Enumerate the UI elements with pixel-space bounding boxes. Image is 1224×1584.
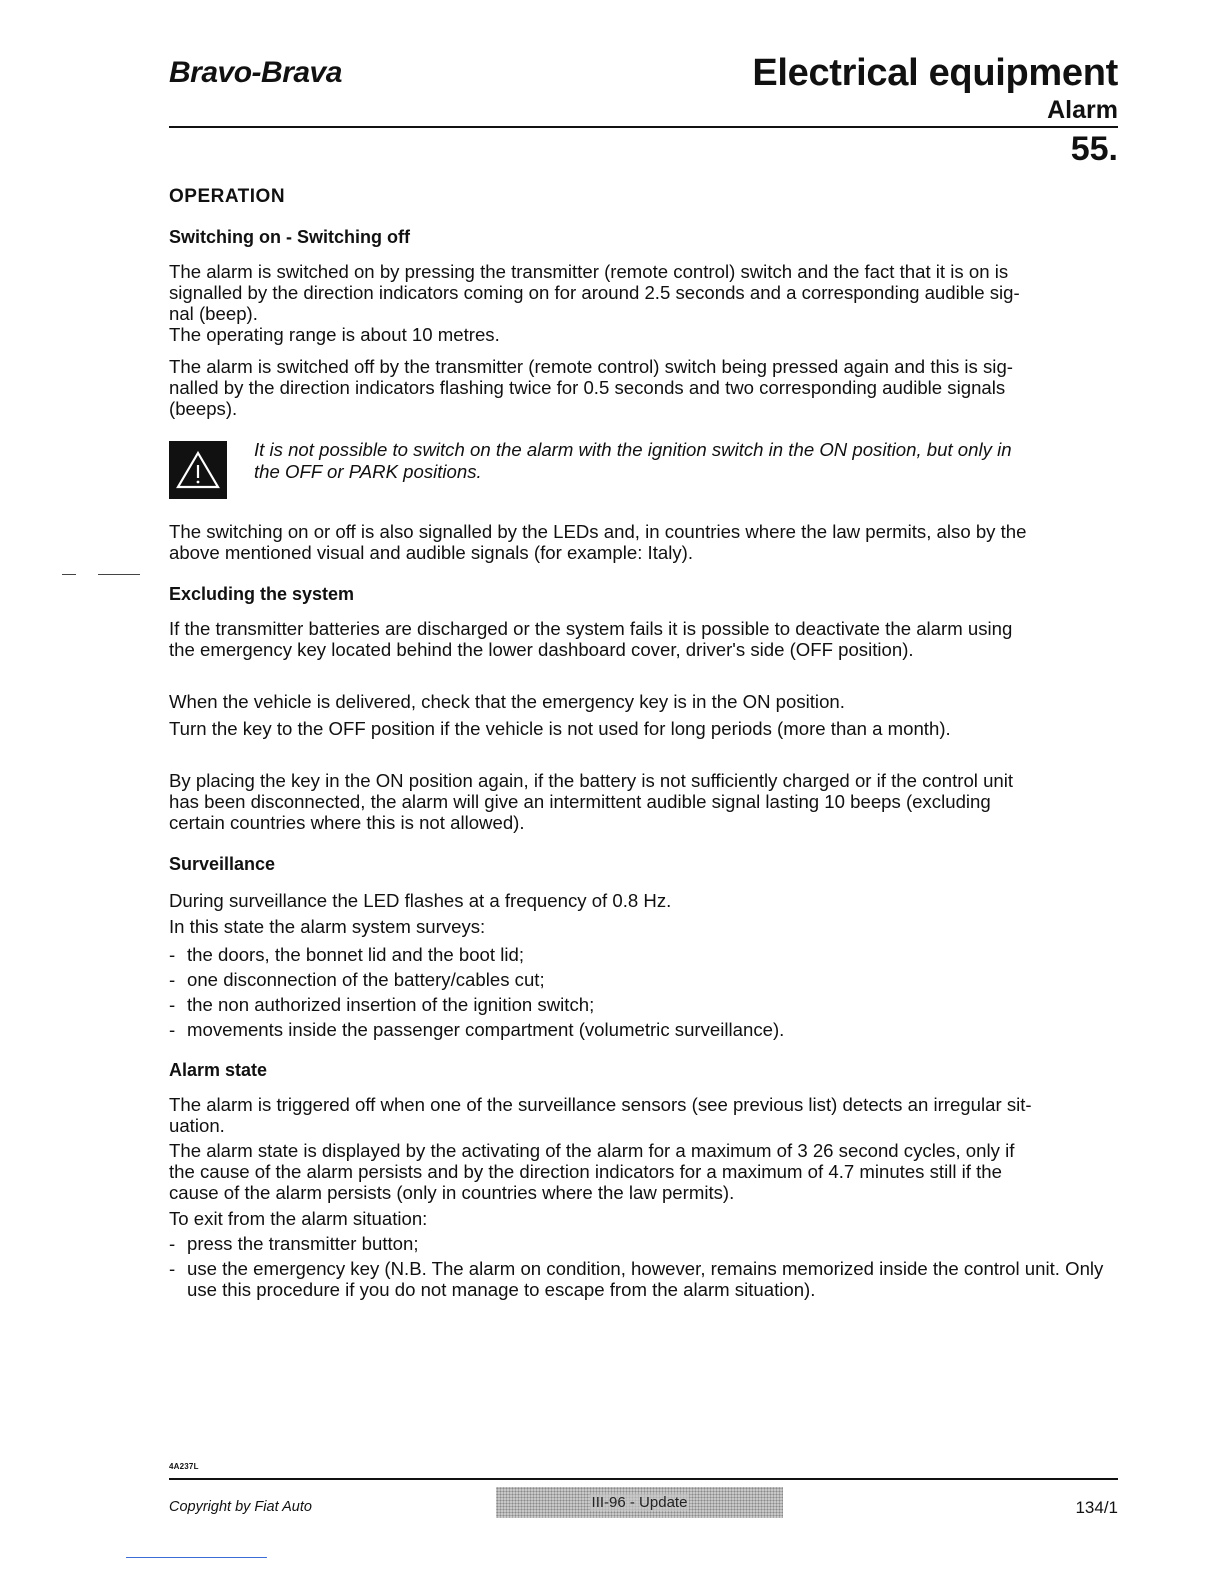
- text-line: The alarm is switched off by the transmitter (remote control) switch being pressed again and this is sig-: [169, 356, 1013, 377]
- text-line: The alarm state is displayed by the activating of the alarm for a maximum of 3 26 second cycles, only if: [169, 1140, 1015, 1161]
- switching-paragraph-1: [169, 261, 1118, 345]
- page-content: [169, 186, 1118, 1310]
- update-stamp: [496, 1487, 783, 1518]
- switching-paragraph-3: [169, 521, 1118, 563]
- surveillance-intro: [169, 888, 1118, 940]
- text-line: above mentioned visual and audible signals (for example: Italy).: [169, 542, 694, 563]
- header-rule: [169, 126, 1118, 128]
- text-line: If the transmitter batteries are discharged or the system fails it is possible to deactivate the alarm using: [169, 618, 1013, 639]
- alarm-state-paragraph-2: [169, 1140, 1118, 1203]
- text-line: The operating range is about 10 metres.: [169, 324, 500, 345]
- surveillance-list: [169, 944, 1118, 1040]
- text-line: the cause of the alarm persists and by the direction indicators for a maximum of 4.7 minutes still if the: [169, 1161, 1002, 1182]
- text-line: The alarm is switched on by pressing the transmitter (remote control) switch and the fact that it is on is: [169, 261, 1009, 282]
- list-item: - the non authorized insertion of the ignition switch;: [169, 994, 1118, 1015]
- update-text: III-96 - Update: [591, 1494, 688, 1511]
- surveillance-heading: Surveillance: [169, 854, 276, 874]
- text-line: The alarm is triggered off when one of the surveillance sensors (see previous list) detects an irregular sit-: [169, 1094, 1032, 1115]
- warning-text: [254, 439, 1012, 483]
- scan-mark: [126, 1557, 267, 1558]
- alarm-state-heading: Alarm state: [169, 1060, 268, 1080]
- text-line: uation.: [169, 1115, 225, 1136]
- text-line: cause of the alarm persists (only in countries where the law permits).: [169, 1182, 735, 1203]
- switching-heading: Switching on - Switching off: [169, 227, 410, 247]
- alarm-state-paragraph-1: [169, 1094, 1118, 1136]
- excluding-paragraph-3: [169, 770, 1118, 833]
- list-item: - one disconnection of the battery/cables cut;: [169, 969, 1118, 990]
- text-line: When the vehicle is delivered, check that the emergency key is in the ON position.: [169, 691, 845, 712]
- text-line: the OFF or PARK positions.: [254, 461, 482, 482]
- warning-triangle-icon: [169, 441, 227, 499]
- section-title: Electrical equipment: [752, 52, 1118, 94]
- exit-intro: To exit from the alarm situation:: [169, 1208, 428, 1229]
- list-item: - movements inside the passenger compartment (volumetric surveillance).: [169, 1019, 1118, 1040]
- text-line: certain countries where this is not allowed).: [169, 812, 525, 833]
- document-code: 4A237L: [169, 1462, 199, 1471]
- text-line: signalled by the direction indicators coming on for around 2.5 seconds and a corresponding audible sig-: [169, 282, 1020, 303]
- margin-mark: [62, 574, 140, 575]
- list-item: - press the transmitter button;: [169, 1233, 1118, 1254]
- switching-paragraph-2: [169, 356, 1118, 419]
- exit-list: [169, 1233, 1118, 1300]
- text-line: During surveillance the LED flashes at a frequency of 0.8 Hz.: [169, 890, 672, 911]
- text-line: By placing the key in the ON position again, if the battery is not sufficiently charged or if the control unit: [169, 770, 1014, 791]
- list-item: - use the emergency key (N.B. The alarm on condition, however, remains memorized inside the control unit. Only use this procedure if you do not manage to escape from the alarm situation).: [169, 1258, 1118, 1300]
- list-item: - the doors, the bonnet lid and the boot lid;: [169, 944, 1118, 965]
- footer-rule: [169, 1478, 1118, 1480]
- excluding-paragraph-2: [169, 688, 1118, 742]
- copyright-text: Copyright by Fiat Auto: [169, 1499, 312, 1515]
- warning-note: [169, 439, 1118, 499]
- text-line: The switching on or off is also signalled by the LEDs and, in countries where the law permits, also by the: [169, 521, 1027, 542]
- model-name: Bravo-Brava: [169, 56, 342, 89]
- text-line: It is not possible to switch on the alarm with the ignition switch in the ON position, but only in: [254, 439, 1012, 460]
- main-heading: OPERATION: [169, 186, 286, 207]
- text-line: In this state the alarm system surveys:: [169, 916, 486, 937]
- text-line: nal (beep).: [169, 303, 258, 324]
- text-line: nalled by the direction indicators flashing twice for 0.5 seconds and two corresponding audible signals: [169, 377, 1006, 398]
- page-number: 134/1: [1075, 1498, 1118, 1517]
- text-line: (beeps).: [169, 398, 238, 419]
- subsection-title: Alarm: [1047, 96, 1118, 124]
- text-line: Turn the key to the OFF position if the vehicle is not used for long periods (more than a month).: [169, 718, 951, 739]
- text-line: has been disconnected, the alarm will give an intermittent audible signal lasting 10 beeps (excluding: [169, 791, 991, 812]
- excluding-paragraph-1: [169, 618, 1118, 660]
- excluding-heading: Excluding the system: [169, 584, 355, 604]
- text-line: the emergency key located behind the lower dashboard cover, driver's side (OFF position).: [169, 639, 914, 660]
- group-number: 55.: [1070, 130, 1118, 168]
